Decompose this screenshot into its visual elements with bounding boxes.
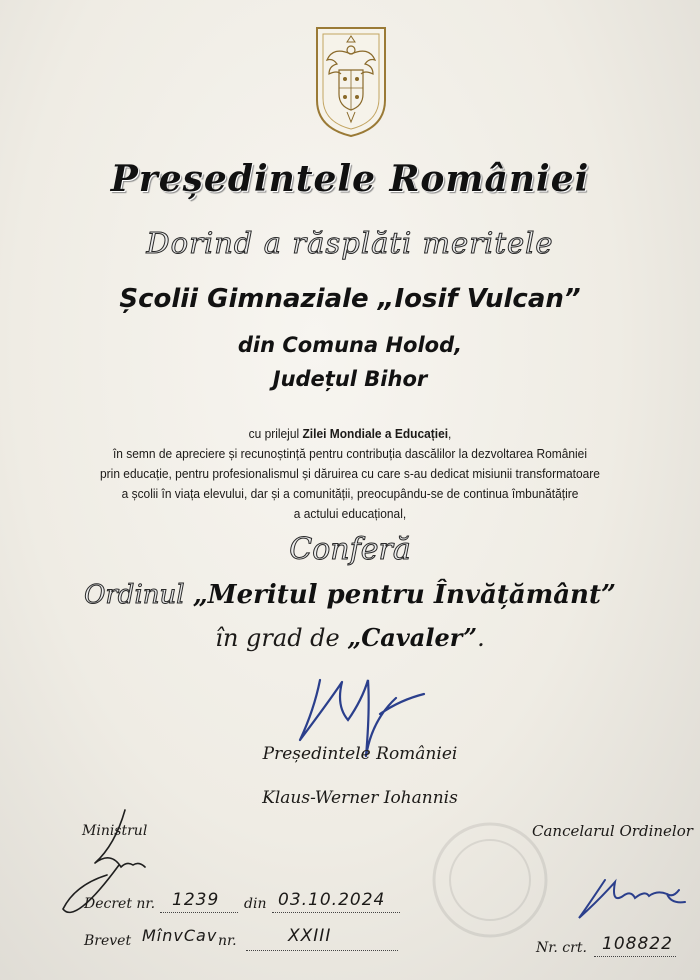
diploma-subtitle: Dorind a răsplăti meritele [146,226,554,260]
brevet-label: Brevet [84,933,132,949]
diploma-title: Președintele României [110,158,590,200]
din-label: din [244,896,267,912]
occasion-name: Zilei Mondiale a Educației [302,426,449,441]
grade-line: în grad de „Cavaler”. [215,623,485,652]
order-name: „Meritul pentru Învățământ” [192,580,616,610]
grade-prefix: în grad de [215,624,340,652]
citation-text [92,424,607,524]
grade-name: „Cavaler” [347,623,478,652]
crt-label: Nr. crt. [536,940,587,956]
brevet-nr-label: nr. [218,933,237,949]
decret-number: 1239 [172,890,220,910]
citation-line-2: în semn de apreciere și recunoștință pentru contribuția dascălilor la dezvoltarea României [112,446,588,461]
decret-date: 03.10.2024 [278,890,386,910]
order-prefix: Ordinul [84,580,185,610]
president-name: Klaus-Werner Iohannis [262,788,458,808]
recipient-name: Școlii Gimnaziale „Iosif Vulcan” [119,284,581,314]
citation-line-1: cu prilejul Zilei Mondiale a Educației, [248,426,452,441]
decret-label: Decret nr. [84,896,156,912]
citation-line-4: a școlii în viața elevului, dar și a comunității, preocupându-se de continua îmbunătățire [121,486,579,501]
ministrul-label: Ministrul [82,823,148,839]
crt-number: 108822 [602,934,673,954]
citation-line-5: a actului educațional, [293,506,407,521]
recipient-county: Județul Bihor [272,367,428,391]
president-label: Președintele României [262,744,458,764]
coat-of-arms-icon [311,20,391,140]
cancelar-label: Cancelarul Ordinelor [532,822,693,840]
recipient-locality: din Comuna Holod, [237,333,463,357]
brevet-code: MînvCav [142,926,218,945]
cancelar-signature-icon [575,860,690,930]
order-line [0,580,700,610]
brevet-number: XXIII [288,926,332,946]
citation-line-3: prin educație, pentru profesionalismul și dăruirea cu care s-au dedicat misiunii transformatoare [100,466,600,481]
confera-heading: Conferă [289,532,411,567]
